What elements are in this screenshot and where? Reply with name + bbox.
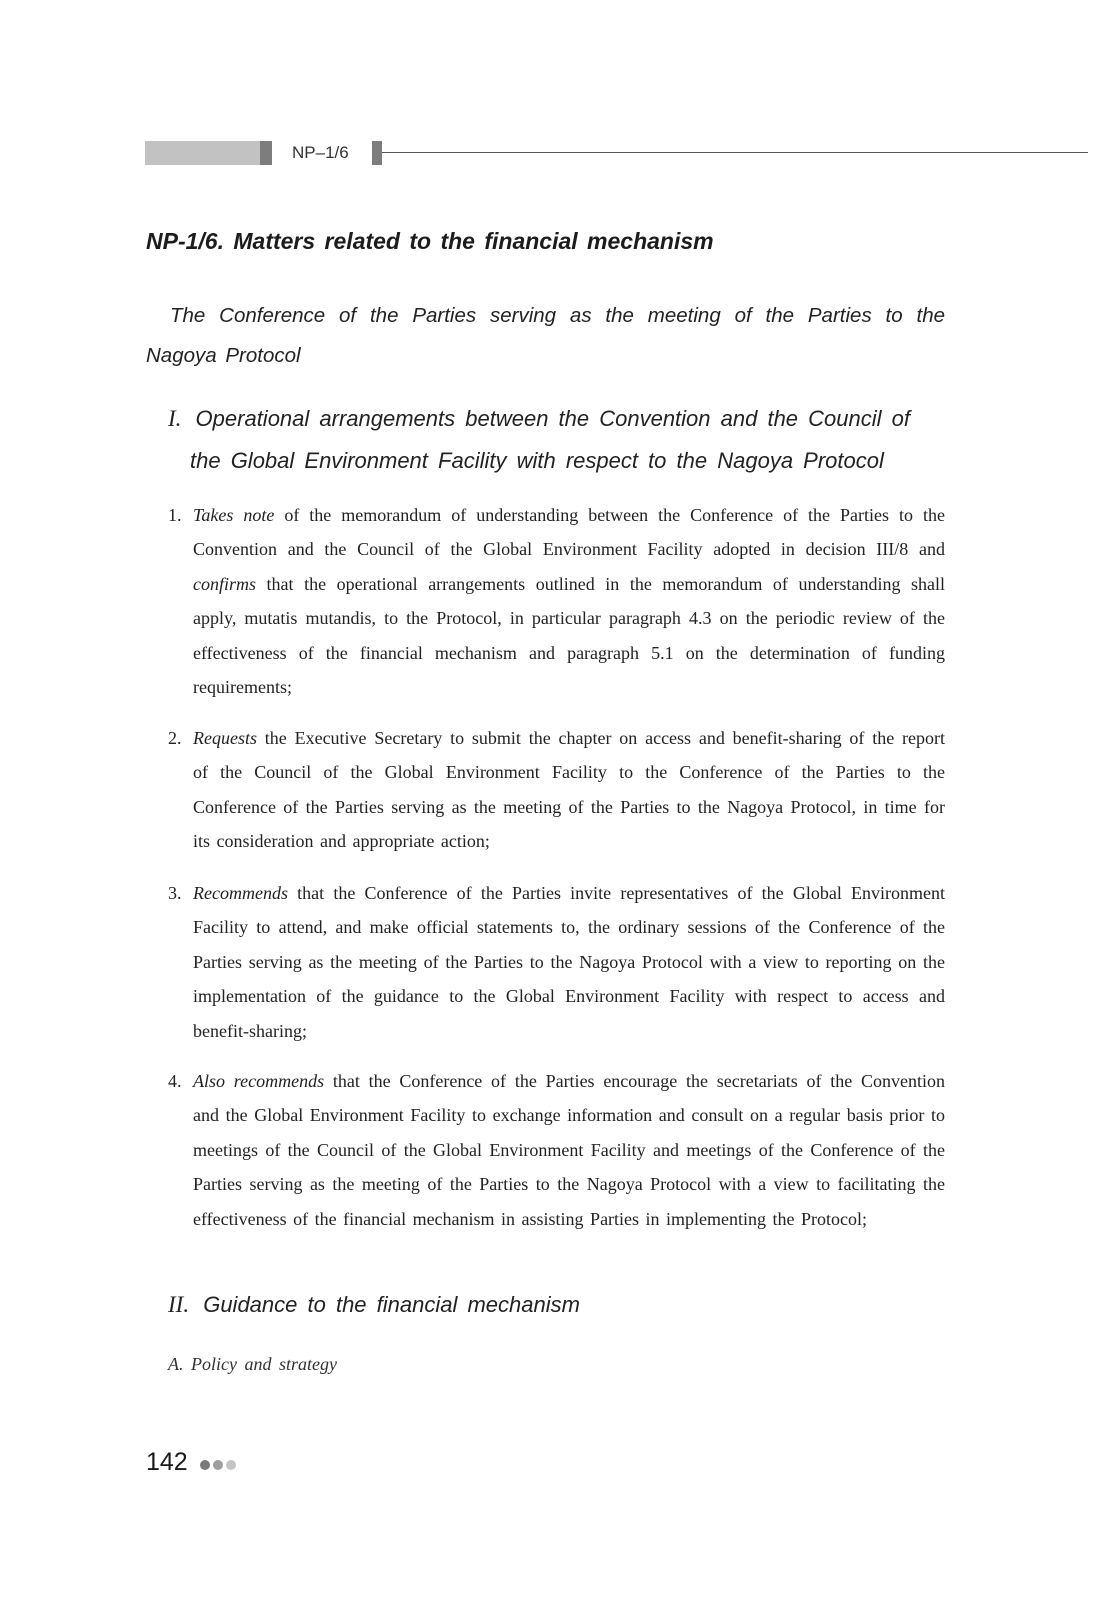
- paragraph-1: [168, 498, 945, 704]
- operative-verb: Takes note: [193, 505, 275, 525]
- section-heading-line-1: Operational arrangements between the Convention and the Council of: [195, 406, 910, 431]
- paragraph-text: that the Conference of the Parties invite representatives of the Global Environment Facility to attend, and make official statements to, the ordinary sessions of the Conference of the Parties serving as the meeting of the Parties to the Nagoya Protocol with a view to reporting on the implementation of the guidance to the Global Environment Facility with respect to access and benefit-sharing;: [193, 883, 945, 1041]
- paragraph-4: [168, 1064, 945, 1236]
- decision-title: NP-1/6. Matters related to the financial mechanism: [146, 228, 714, 254]
- section-heading-line-2: the Global Environment Facility with respect to the Nagoya Protocol: [190, 448, 884, 473]
- operative-verb: Also recommends: [193, 1071, 325, 1091]
- operative-verb: Recommends: [193, 883, 288, 903]
- paragraph-body: [193, 498, 945, 704]
- header-rule: [382, 152, 1088, 153]
- paragraph-text: the Executive Secretary to submit the chapter on access and benefit-sharing of the report of the Council of the Global Environment Facility to the Conference of the Parties to the Conference of the Parties serving as the meeting of the Parties to the Nagoya Protocol, in time for its consideration and appropriate action;: [193, 728, 945, 852]
- paragraph-body: [193, 876, 945, 1048]
- paragraph-body: [193, 721, 945, 859]
- section-number: I.: [168, 406, 182, 431]
- preamble: The Conference of the Parties serving as the meeting of the Parties to the Nagoya Protocol: [146, 304, 945, 367]
- subsection-heading-a: A. Policy and strategy: [168, 1354, 337, 1374]
- paragraph-number: 4.: [168, 1071, 182, 1091]
- paragraph-text: of the memorandum of understanding between the Conference of the Parties to the Convention and the Council of the Global Environment Facility adopted in decision III/8 and: [193, 505, 945, 560]
- section-heading-2: [168, 1292, 580, 1318]
- header-marker-right: [372, 141, 382, 165]
- paragraph-3: [168, 876, 945, 1048]
- header-marker-left: [260, 141, 272, 165]
- section-heading-title: Guidance to the financial mechanism: [203, 1292, 580, 1317]
- paragraph-text: that the operational arrangements outlined in the memorandum of understanding shall apply, mutatis mutandis, to the Protocol, in particular paragraph 4.3 on the periodic review of the effectiveness of the financial mechanism and paragraph 5.1 on the determination of funding requirements;: [193, 573, 945, 698]
- paragraph-number: 3.: [168, 883, 182, 903]
- header-grey-bar: [145, 141, 260, 165]
- footer-dot-icon: [200, 1460, 210, 1470]
- paragraph-number: 2.: [168, 728, 182, 748]
- section-number: II.: [168, 1292, 190, 1317]
- paragraph-text: that the Conference of the Parties encourage the secretariats of the Convention and the Global Environment Facility to exchange information and consult on a regular basis prior to meetings of the Council of the Global Environment Facility and meetings of the Conference of the Parties serving as the meeting of the Parties to the Nagoya Protocol with a view to facilitating the effectiveness of the financial mechanism in assisting Parties in implementing the Protocol;: [193, 1071, 945, 1229]
- section-heading-1: [168, 398, 945, 482]
- running-header: NP–1/6: [292, 143, 349, 162]
- page-number: 142: [146, 1448, 188, 1476]
- paragraph-2: [168, 721, 945, 859]
- operative-verb: Requests: [193, 728, 257, 748]
- footer-dot-icon: [213, 1460, 223, 1470]
- operative-verb: confirms: [193, 573, 256, 594]
- paragraph-body: [193, 1064, 945, 1236]
- paragraph-number: 1.: [168, 505, 182, 525]
- footer-dot-icon: [226, 1460, 236, 1470]
